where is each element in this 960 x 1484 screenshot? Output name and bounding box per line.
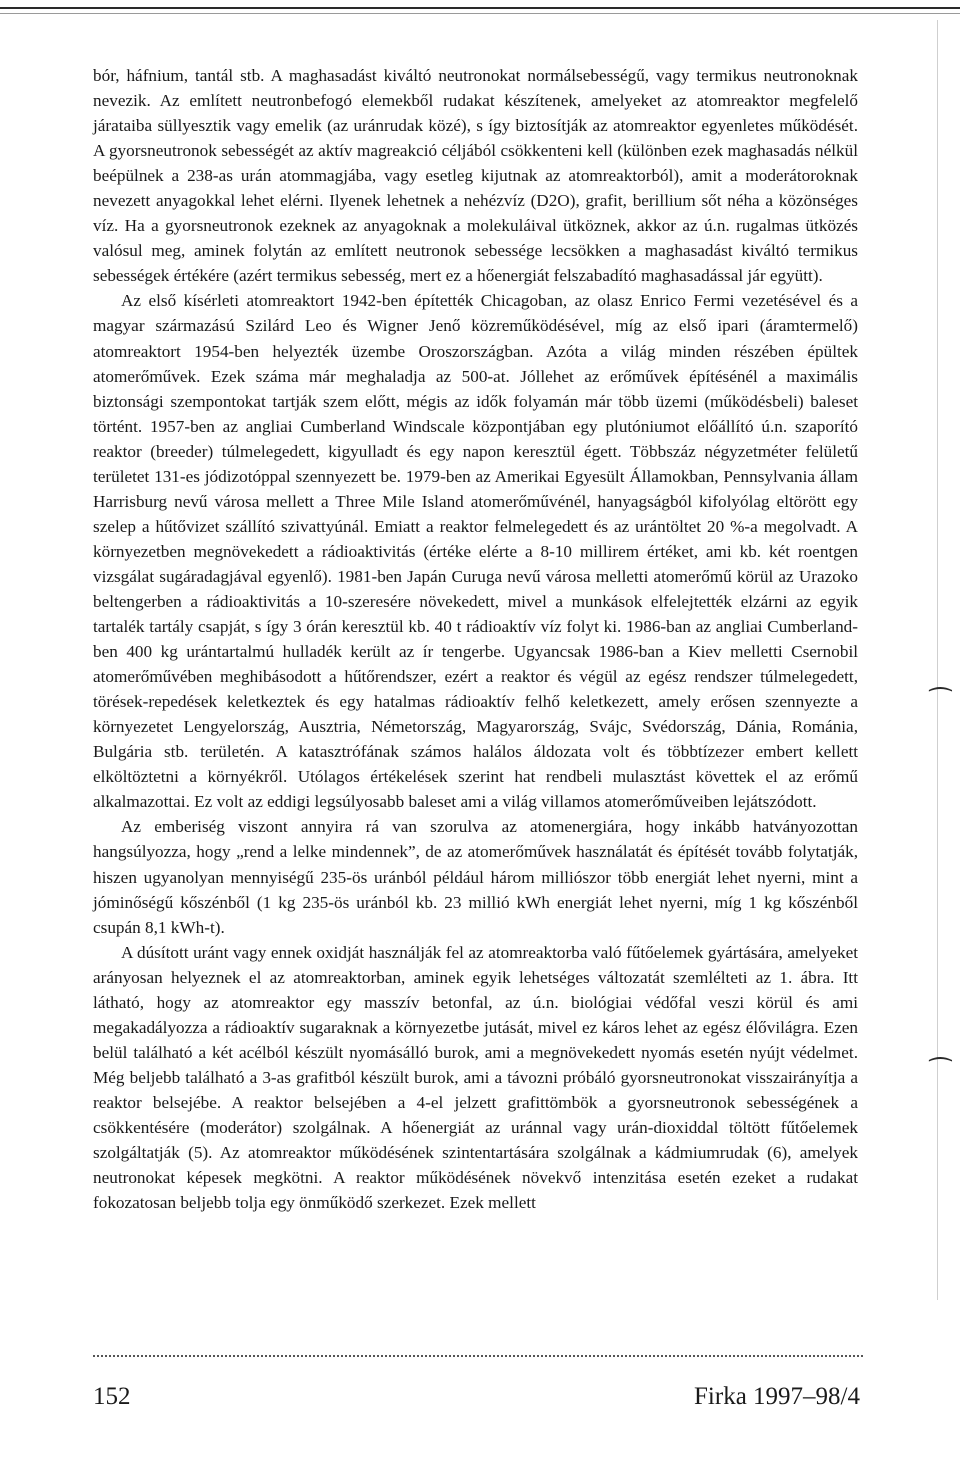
margin-scan-mark: ⁀	[930, 1058, 951, 1087]
paragraph: Az emberiség viszont annyira rá van szorulva az atomenergiára, hogy inkább hatványozottan hangsúlyozza, hogy „rend a lelke mindennek”, de az atomerőművek használatát és építését tovább folytatják, hiszen ugyanolyan mennyiségű 235-ös uránból például három milliószor több energiát lehet nyerni, mint a jóminőségű kőszénből (1 kg 235-ös uránból kb. 23 millió kWh energiát lehet nyerni, míg 1 kg kőszénből csupán 8,1 kWh-t).	[93, 817, 858, 937]
paragraph: bór, háfnium, tantál stb. A maghasadást kiváltó neutronokat normálsebességű, vagy termikus neutronoknak nevezik. Az említett neutronbefogó elemekből rudakat készítenek, amelyeket az atomreaktor megfelelő járataiba süllyesztik vagy emelik (az uránrudak közé), s így biztosítják az atomreaktor egyenletes működését. A gyorsneutronok sebességét az aktív magreakció céljából csökkenteni kell (különben ezek maghasadás nélkül beépülnek a 238-as urán atommagjába, vagy esetleg kijutnak az atomreaktorból), amit a moderátoroknak nevezett anyagokkal lehet elérni. Ilyenek lehetnek a nehézvíz (D2O), grafit, berillium sőt néha a közönséges víz. Ha a gyorsneutronok ezeknek az anyagoknak a molekuláival ütköznek, akkor az ú.n. rugalmas ütközés valósul meg, aminek folytán az említett neutronok sebessége lecsökken a maghasadást kiváltó termikus sebességek értékére (azért termikus sebesség, mert ez a hőenergiát felszabadító maghasadással jár együtt).	[93, 66, 858, 286]
margin-scan-mark: ⁀	[930, 688, 951, 717]
paragraph: Az első kísérleti atomreaktort 1942-ben építették Chicagoban, az olasz Enrico Fermi vezetésével és a magyar származású Szilárd Leo és Wigner Jenő közreműködésével, míg az első ipari (áramtermelő) atomreaktort 1954-ben helyezték üzembe Oroszországban. Azóta a világ minden részében épültek atomerőművek. Ezek száma már meghaladja az 500-at. Jóllehet az erőművek építésénél a maximális biztonsági szempontokat tartják szem előtt, mégis az idők folyamán már több üzemi (működésbeli) baleset történt. 1957-ben az angliai Cumberland Windscale központjában egy plutóniumot előállító ú.n. szaporító reaktor (breeder) túlmelegedett, kigyulladt és egy napon keresztül égett. Többszáz négyzetméter felületű területet 131-es jódizotóppal szennyezett be. 1979-ben az Amerikai Egyesült Államokban, Pennsylvania állam Harrisburg nevű városa mellett a Three Mile Island atomerőművénél, hanyagságból kifolyólag eltörött egy szelep a hűtővizet szállító szivattyúnál. Emiatt a reaktor felmelegedett és az urántöltet 20 %-a megolvadt. A környezetben megnövekedett a rádioaktivitás (értéke elérte a 8-10 millirem értéket, ami kb. két roentgen vizsgálat sugáradagjával egyenlő). 1981-ben Japán Curuga nevű városa melletti atomerőmű körül az Urazoko beltengerben a rádioaktivitás a 10-szeresére növekedett, mivel a munkások elfelejtették elzárni az egyik tartalék tartály csapját, s így 3 órán keresztül kb. 40 t rádioaktív víz folyt ki. 1986-ban az angliai Cumberland-ben 400 kg urántartalmú hulladék került az ír tengerbe. Ugyancsak 1986-ban a Kiev melletti Csernobil atomerőművében meghibásodott a hűtőrendszer, ezért a reaktor és végül az egész rendszer túlmelegedett, törések-repedések keletkeztek és egy hatalmas rádioaktív felhő keletkezett, amely erősen szennyezte a környezetet Lengyelország, Ausztria, Németország, Magyarország, Svájc, Svédország, Dánia, Románia, Bulgária stb. területén. A katasztrófának számos halálos áldozata volt és többtízezer embert kellett elköltöztetni a környékről. Utólagos értékelések szerint hat rendbeli mulasztást követtek el az erőmű alkalmazottai. Ez volt az eddigi legsúlyosabb baleset ami a világ villamos atomerőműveiben lejátszódott.	[93, 291, 858, 812]
top-border-rule-thin	[0, 13, 960, 14]
article-body	[93, 63, 858, 1215]
right-margin-rule	[937, 20, 938, 1300]
paragraph: A dúsított uránt vagy ennek oxidját használják fel az atomreaktorba való fűtőelemek gyártására, amelyeket arányosan helyeznek el az atomreaktorban, aminek egyik lehetséges változatát szemlélteti az 1. ábra. Itt látható, hogy az atomreaktor egy masszív betonfal, az ú.n. biológiai védőfal veszi körül és ami megakadályozza a rádioaktív sugaraknak a környezetbe jutását, mivel ez káros lehet az egész élővilágra. Ezen belül található a két acélból készült nyomásálló burok, ami a megnövekedett nyomás esetén nyújt védelmet. Még beljebb található a 3-as grafitból készült burok, ami a távozni próbáló gyorsneutronokat visszairányítja a reaktor belsejébe. A reaktor belsejében a 4-el jelzett grafittömbök a gyorsneutronok sebességének a csökkentésére (moderátor) szolgálnak. A hőenergiát az uránnal vagy urán-dioxiddal töltött fűtőelemek szolgáltatják (5). Az atomreaktor működésének szintentartására szolgálnak a kádmiumrudak (6), amelyek neutronokat képesek megkötni. A reaktor működésének növekvő intenzitása esetén ezeket a rudakat fokozatosan beljebb tolja egy önműködő szerkezet. Ezek mellett	[93, 942, 858, 1213]
footer-separator	[93, 1355, 863, 1357]
journal-issue: Firka 1997–98/4	[694, 1383, 860, 1410]
top-border-rule	[0, 7, 960, 9]
page-number: 152	[93, 1383, 131, 1410]
